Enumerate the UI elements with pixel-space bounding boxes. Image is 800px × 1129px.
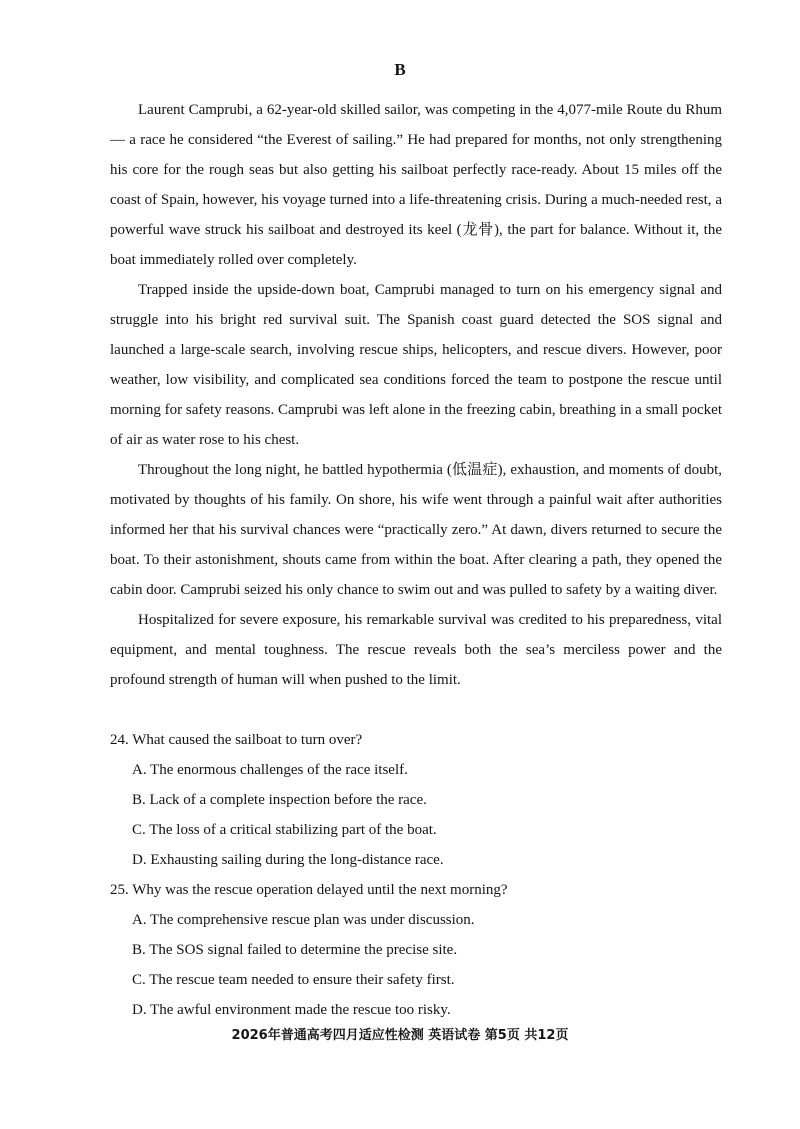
option-a: A. The enormous challenges of the race itself.: [132, 762, 408, 778]
page-footer: 2026年普通高考四月适应性检测 英语试卷 第5页 共12页: [231, 1028, 569, 1043]
option-d: D. The awful environment made the rescue too risky.: [132, 1002, 451, 1018]
option-c: C. The rescue team needed to ensure their safety first.: [132, 972, 455, 988]
section-heading: B: [394, 60, 406, 79]
option-a: A. The comprehensive rescue plan was under discussion.: [132, 912, 475, 928]
option-c: C. The loss of a critical stabilizing part of the boat.: [132, 822, 437, 838]
question-stem: 25. Why was the rescue operation delayed until the next morning?: [110, 882, 508, 898]
passage-paragraph-2: Trapped inside the upside-down boat, Camprubi managed to turn on his emergency signal and struggle into his bright red survival suit. The Spanish coast guard detected the SOS signal and launched a large-scale search, involving rescue ships, helicopters, and rescue divers. However, poor weather, low visibility, and complicated sea conditions forced the team to postpone the rescue until morning for safety reasons. Camprubi was left alone in the freezing cabin, breathing in a small pocket of air as water rose to his chest.: [110, 282, 722, 448]
passage-paragraph-3: Throughout the long night, he battled hypothermia (低温症), exhaustion, and moments of doubt, motivated by thoughts of his family. On shore, his wife went through a painful wait after authorities informed her that his survival chances were “practically zero.” At dawn, divers returned to secure the boat. To their astonishment, shouts came from within the boat. After clearing a path, they opened the cabin door. Camprubi seized his only chance to swim out and was pulled to safety by a waiting diver.: [110, 462, 722, 598]
option-b: B. Lack of a complete inspection before the race.: [132, 792, 427, 808]
question-25: [110, 875, 722, 1025]
passage-paragraph-1: Laurent Camprubi, a 62-year-old skilled sailor, was competing in the 4,077-mile Route du Rhum — a race he considered “the Everest of sailing.” He had prepared for months, not only strengthening his core for the rough seas but also getting his sailboat perfectly race-ready. About 15 miles off the coast of Spain, however, his voyage turned into a life-threatening crisis. During a much-needed rest, a powerful wave struck his sailboat and destroyed its keel (龙骨), the part for balance. Without it, the boat immediately rolled over completely.: [110, 102, 722, 268]
question-24: [110, 725, 722, 875]
question-list: [110, 725, 722, 1025]
option-b: B. The SOS signal failed to determine the precise site.: [132, 942, 458, 958]
question-stem: 24. What caused the sailboat to turn over?: [110, 732, 363, 748]
passage-paragraph-4: Hospitalized for severe exposure, his remarkable survival was credited to his preparedness, vital equipment, and mental toughness. The rescue reveals both the sea’s merciless power and the profound strength of human will when pushed to the limit.: [110, 612, 722, 688]
option-d: D. Exhausting sailing during the long-distance race.: [132, 852, 444, 868]
reading-passage: [110, 95, 722, 695]
